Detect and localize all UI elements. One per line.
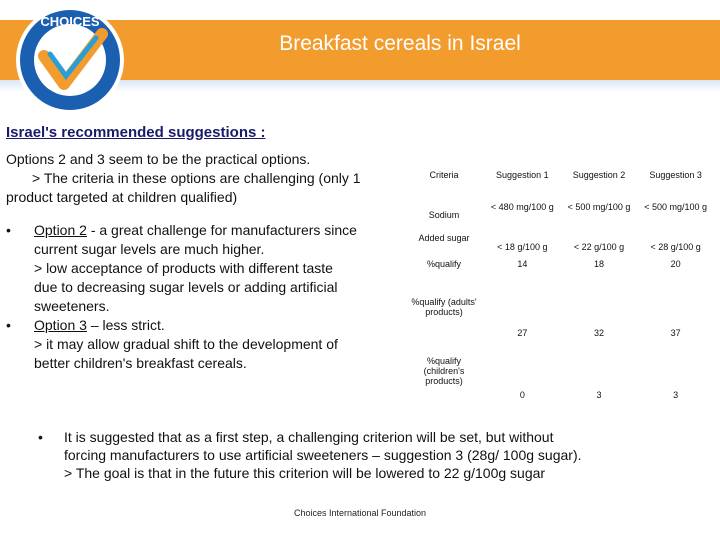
- option-3-line-1: > it may allow gradual shift to the development of: [34, 336, 338, 352]
- bullet-marker: •: [38, 429, 43, 445]
- option-3-label: Option 3: [34, 317, 87, 333]
- option-2-line-3: due to decreasing sugar levels or adding artificial: [34, 279, 338, 295]
- intro-line-1: Options 2 and 3 seem to be the practical options.: [6, 151, 311, 167]
- table-cell: %qualify (children's products): [423, 356, 465, 386]
- intro-line-3: product targeted at children qualified): [6, 189, 238, 205]
- table-header-cell: Suggestion 1: [496, 170, 549, 180]
- option-2-line-4: sweeteners.: [34, 298, 110, 314]
- choices-logo-icon: [14, 4, 126, 116]
- table-header-row: [404, 158, 714, 192]
- table-cell: 3: [596, 390, 602, 400]
- bullet-option-3: [6, 316, 406, 373]
- section-heading: Israel's recommended suggestions :: [6, 124, 266, 141]
- table-cell: < 500 mg/100 g: [644, 202, 708, 212]
- bottom-note-line-2: forcing manufacturers to use artificial sweeteners – suggestion 3 (28g/ 100g sugar).: [64, 447, 582, 463]
- table-header-cell: Criteria: [429, 170, 459, 180]
- table-cell: < 22 g/100 g: [573, 242, 625, 252]
- footer-text: Choices International Foundation: [293, 508, 427, 518]
- slide-title: Breakfast cereals in Israel: [279, 32, 521, 55]
- table-cell: 27: [517, 328, 528, 338]
- table-cell: Added sugar: [418, 233, 470, 243]
- bullet-option-3-lead: [34, 316, 406, 335]
- option-2-label: Option 2: [34, 222, 87, 238]
- option-3-lead-text: – less strict.: [86, 317, 165, 333]
- table-cell: 14: [517, 259, 528, 269]
- criteria-table: [404, 158, 714, 402]
- bottom-note-text: [38, 428, 678, 482]
- left-text-column: [6, 150, 406, 373]
- table-cell: 18: [593, 259, 604, 269]
- table-cell: < 480 mg/100 g: [490, 202, 554, 212]
- bottom-note-line-3: > The goal is that in the future this criterion will be lowered to 22 g/100g sugar: [64, 465, 546, 481]
- bullet-marker: •: [6, 222, 11, 238]
- option-2-line-1: current sugar levels are much higher.: [34, 241, 265, 257]
- table-cell: Sodium: [428, 210, 460, 220]
- table-cell: 0: [519, 390, 525, 400]
- table-cell: 20: [670, 259, 681, 269]
- svg-text:CHOICES: CHOICES: [40, 14, 100, 29]
- bullet-marker: •: [6, 317, 11, 333]
- bullet-option-2-lead: [34, 221, 406, 240]
- table-row: [404, 222, 714, 254]
- option-3-line-2: better children's breakfast cereals.: [34, 355, 247, 371]
- table-cell: < 28 g/100 g: [650, 242, 701, 252]
- table-cell: 37: [670, 328, 681, 338]
- choices-logo: [14, 4, 126, 116]
- table-row: [404, 340, 714, 402]
- table-row: [404, 192, 714, 222]
- table-cell: 32: [593, 328, 604, 338]
- table-cell: %qualify: [426, 259, 462, 269]
- table-cell: < 18 g/100 g: [497, 242, 548, 252]
- table-cell: < 500 mg/100 g: [567, 202, 631, 212]
- bullet-option-2: [6, 221, 406, 316]
- option-2-line-2: > low acceptance of products with different taste: [34, 260, 333, 276]
- intro-line-2: > The criteria in these options are challenging (only 1: [32, 170, 361, 186]
- option-2-lead-text: - a great challenge for manufacturers since: [86, 222, 357, 238]
- table-cell: %qualify (adults' products): [411, 297, 477, 317]
- bottom-note-line-1: It is suggested that as a first step, a challenging criterion will be set, but without: [64, 429, 554, 445]
- table-row: [404, 254, 714, 274]
- table-cell: 3: [673, 390, 679, 400]
- table-header-cell: Suggestion 2: [572, 170, 626, 180]
- table-header-cell: Suggestion 3: [649, 170, 702, 180]
- table-row: [404, 274, 714, 340]
- bottom-note: [38, 428, 678, 482]
